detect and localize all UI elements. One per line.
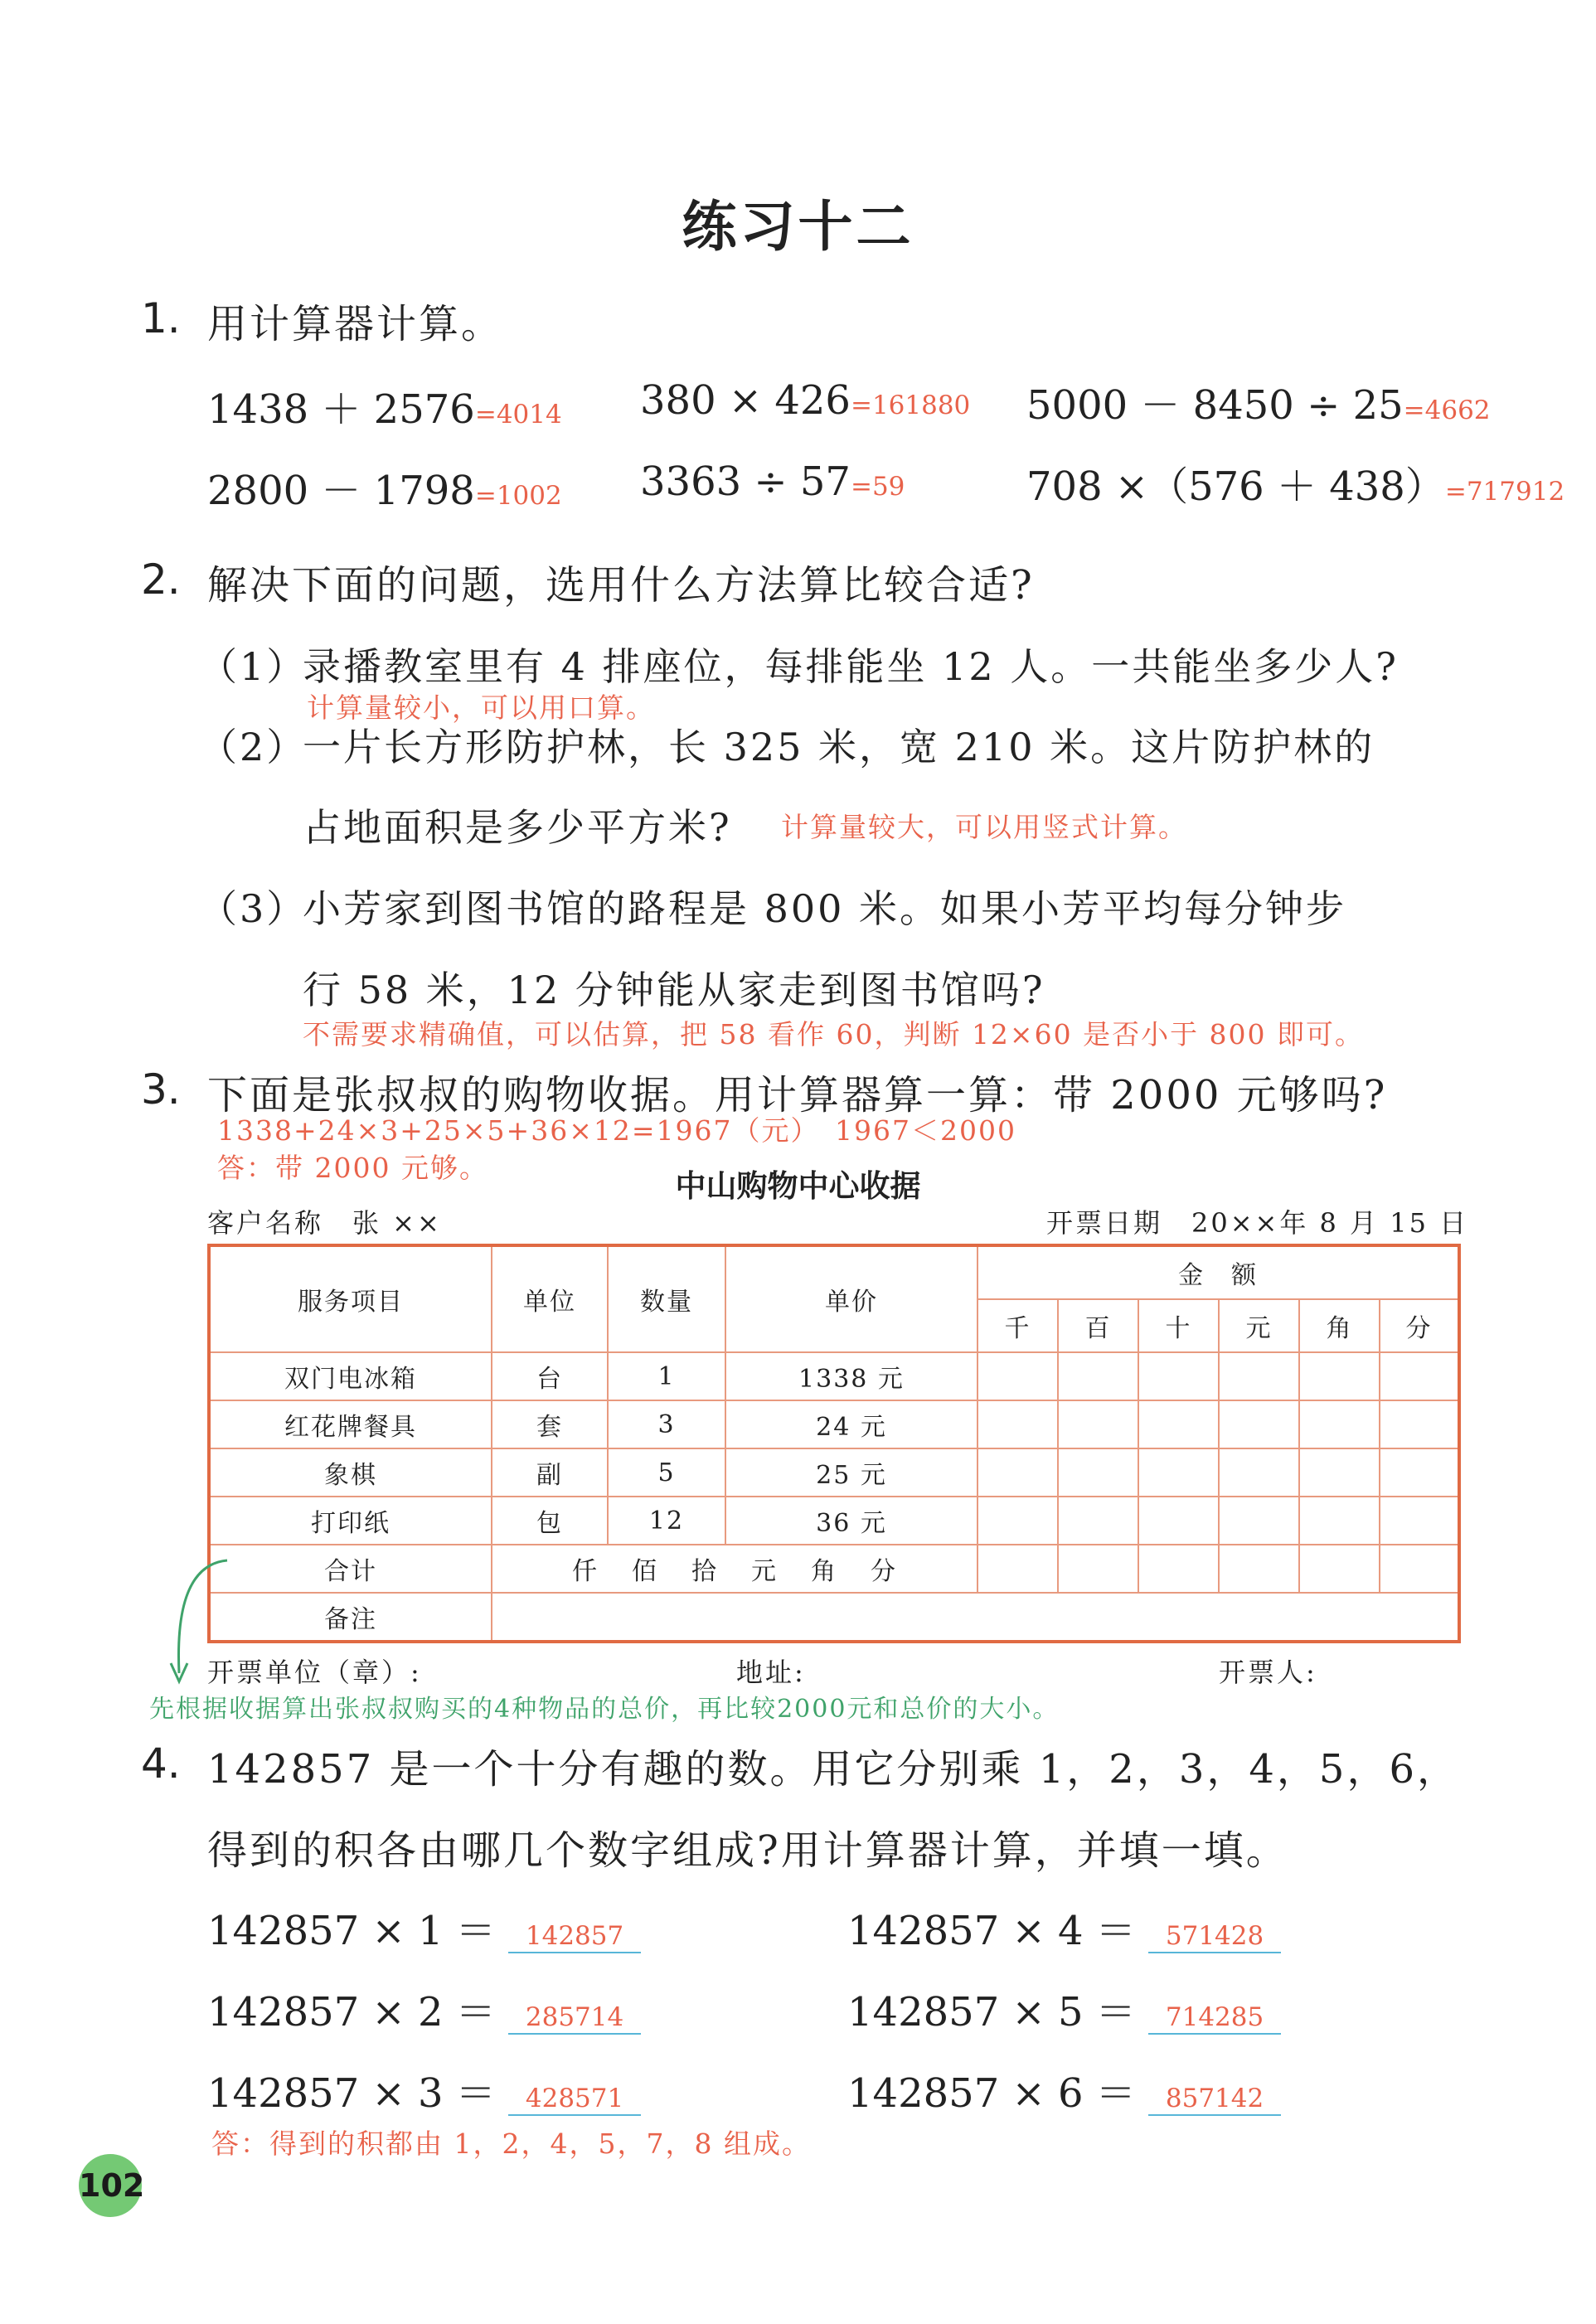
q1-answer: =717912 [1444,477,1565,507]
table-row [209,1400,1459,1448]
q4-expression [847,2061,1281,2118]
amount-cell[interactable] [1380,1400,1459,1448]
receipt-date: 开票日期 20××年 8 月 15 日 [1046,1207,1469,1239]
amount-cell[interactable] [1138,1497,1219,1545]
amount-cell[interactable] [1219,1400,1299,1448]
q2-part3-line1: 小芳家到图书馆的路程是 800 米。如果小芳平均每分钟步 [303,886,1347,931]
answer-blank[interactable]: 571428 [1148,1920,1281,1953]
q1-answer: =4662 [1403,395,1491,425]
q1-expression [640,458,905,505]
page-number-badge: 102 [79,2154,142,2217]
amount-col: 元 [1219,1299,1299,1352]
amount-cell[interactable] [1299,1545,1380,1593]
total-unit: 角 [811,1557,837,1586]
total-unit: 拾 [691,1557,718,1586]
q1-expression [207,458,562,516]
amount-cell[interactable] [1138,1352,1219,1400]
table-row [209,1352,1459,1400]
q3-hint: 先根据收据算出张叔叔购买的4种物品的总价，再比较2000元和总价的大小。 [149,1695,1060,1724]
q1-expression [1026,373,1491,430]
total-units[interactable] [492,1545,977,1593]
q4-expression-text: 142857 × 5 ＝ [847,1989,1136,2035]
total-unit: 佰 [632,1557,658,1586]
receipt-title: 中山购物中心收据 [675,1168,921,1204]
amount-cell[interactable] [1299,1400,1380,1448]
cell-unit: 副 [492,1448,608,1497]
header-item: 服务项目 [209,1245,492,1352]
q1-expression-text: 5000 － 8450 ÷ 25 [1026,382,1404,429]
amount-cell[interactable] [1138,1400,1219,1448]
q2-part1-answer: 计算量较小，可以用口算。 [307,691,655,724]
q2-part2-label: （2） [199,725,308,769]
q1-expression [640,377,970,424]
cell-qty: 5 [608,1448,725,1497]
page-title: 练习十二 [682,195,914,259]
amount-cell[interactable] [1299,1448,1380,1497]
q4-line1: 142857 是一个十分有趣的数。用它分别乘 1，2，3，4，5，6， [207,1746,1459,1793]
q1-expression [207,377,562,434]
cell-price: 25 元 [725,1448,977,1497]
amount-col: 千 [977,1299,1058,1352]
cell-qty: 3 [608,1400,725,1448]
q4-answer: 答：得到的积都由 1，2，4，5，7，8 组成。 [211,2128,811,2160]
answer-blank[interactable]: 857142 [1148,2083,1281,2116]
q1-expression-text: 380 × 426 [640,377,851,424]
amount-cell[interactable] [1219,1352,1299,1400]
amount-cell[interactable] [1058,1497,1138,1545]
q2-part1-label: （1） [199,644,308,689]
q1-expression-text: 3363 ÷ 57 [640,458,851,505]
amount-cell[interactable] [1219,1497,1299,1545]
amount-cell[interactable] [1380,1545,1459,1593]
amount-cell[interactable] [977,1497,1058,1545]
cell-item: 红花牌餐具 [209,1400,492,1448]
amount-col: 十 [1138,1299,1219,1352]
answer-blank[interactable]: 714285 [1148,2001,1281,2035]
receipt-issuer: 开票单位（章）: [207,1657,422,1688]
total-unit: 分 [871,1557,897,1586]
cell-item: 双门电冰箱 [209,1352,492,1400]
receipt-customer: 客户名称 张 ×× [207,1207,442,1239]
q2-text: 解决下面的问题，选用什么方法算比较合适? [207,562,1035,609]
q1-expression-text: 1438 ＋ 2576 [207,386,475,433]
q1-answer: =4014 [474,400,562,429]
amount-col: 百 [1058,1299,1138,1352]
amount-cell[interactable] [1058,1352,1138,1400]
q2-part2-line1: 一片长方形防护林，长 325 米，宽 210 米。这片防护林的 [303,725,1375,769]
total-unit: 元 [751,1557,778,1586]
amount-cell[interactable] [977,1400,1058,1448]
q2-part2-answer: 计算量较大，可以用竖式计算。 [781,811,1187,843]
q3-text: 下面是张叔叔的购物收据。用计算器算一算：带 2000 元够吗? [207,1072,1388,1118]
cell-item: 象棋 [209,1448,492,1497]
q3-answer: 答：带 2000 元够。 [217,1152,488,1184]
amount-cell[interactable] [1058,1545,1138,1593]
answer-blank[interactable]: 285714 [508,2001,641,2035]
amount-cell[interactable] [1299,1497,1380,1545]
answer-blank[interactable]: 428571 [508,2083,641,2116]
cell-unit: 台 [492,1352,608,1400]
receipt-address: 地址: [736,1657,806,1688]
remark-cell[interactable] [492,1593,1459,1642]
amount-cell[interactable] [1380,1352,1459,1400]
cell-price: 1338 元 [725,1352,977,1400]
q4-expression-text: 142857 × 4 ＝ [847,1908,1136,1954]
q1-expression-text: 708 ×（576 ＋ 438） [1026,463,1445,510]
amount-cell[interactable] [1219,1448,1299,1497]
q4-expression [847,1899,1281,1956]
cell-unit: 包 [492,1497,608,1545]
cell-item: 打印纸 [209,1497,492,1545]
amount-cell[interactable] [1299,1352,1380,1400]
amount-col: 分 [1380,1299,1459,1352]
amount-cell[interactable] [1138,1448,1219,1497]
cell-price: 36 元 [725,1497,977,1545]
q2-part3-line2: 行 58 米，12 分钟能从家走到图书馆吗? [303,968,1045,1012]
amount-col: 角 [1299,1299,1380,1352]
receipt-table [207,1244,1461,1643]
q2-number: 2. [141,556,181,604]
header-qty: 数量 [608,1245,725,1352]
amount-cell[interactable] [977,1545,1058,1593]
total-row [209,1545,1459,1593]
amount-cell[interactable] [977,1448,1058,1497]
remark-row [209,1593,1459,1642]
amount-cell[interactable] [977,1352,1058,1400]
q1-expression [1026,454,1564,512]
header-unit: 单位 [492,1245,608,1352]
cell-qty: 12 [608,1497,725,1545]
q4-expression [207,1980,641,2037]
q4-number: 4. [141,1739,181,1788]
q2-part3-answer: 不需要求精确值，可以估算，把 58 看作 60，判断 12×60 是否小于 800 即可。 [303,1018,1365,1050]
q2-part1-text: 录播教室里有 4 排座位，每排能坐 12 人。一共能坐多少人? [303,644,1399,689]
cell-price: 24 元 [725,1400,977,1448]
q1-number: 1. [141,294,181,342]
amount-cell[interactable] [1380,1448,1459,1497]
receipt-issuer-person: 开票人: [1219,1657,1317,1688]
total-label: 合计 [209,1545,492,1593]
table-row [209,1497,1459,1545]
q4-expression-text: 142857 × 2 ＝ [207,1989,496,2035]
q3-calculation: 1338+24×3+25×5+36×12=1967（元） 1967＜2000 [217,1114,1016,1147]
q1-answer: =161880 [850,391,971,420]
q1-text: 用计算器计算。 [207,301,504,347]
cell-qty: 1 [608,1352,725,1400]
amount-cell[interactable] [1380,1497,1459,1545]
q4-expression-text: 142857 × 1 ＝ [207,1908,496,1954]
total-unit: 仟 [572,1557,599,1586]
table-row [209,1448,1459,1497]
q4-line2: 得到的积各由哪几个数字组成?用计算器计算，并填一填。 [207,1827,1288,1874]
q3-number: 3. [141,1065,181,1113]
amount-cell[interactable] [1058,1448,1138,1497]
answer-blank[interactable]: 142857 [508,1920,641,1953]
q1-expression-text: 2800 － 1798 [207,468,475,514]
q4-expression-text: 142857 × 3 ＝ [207,2070,496,2117]
q4-expression [207,1899,641,1956]
q4-expression-text: 142857 × 6 ＝ [847,2070,1136,2117]
amount-cell[interactable] [1138,1545,1219,1593]
q4-expression [207,2061,641,2118]
amount-cell[interactable] [1058,1400,1138,1448]
q1-answer: =1002 [474,481,562,511]
q2-part3-label: （3） [199,886,308,931]
cell-unit: 套 [492,1400,608,1448]
q4-expression [847,1980,1281,2037]
header-amount: 金 额 [977,1245,1459,1299]
q2-part2-line2: 占地面积是多少平方米? [303,805,732,850]
remark-label: 备注 [209,1593,492,1642]
amount-cell[interactable] [1219,1545,1299,1593]
q1-answer: =59 [850,472,905,502]
header-price: 单价 [725,1245,977,1352]
